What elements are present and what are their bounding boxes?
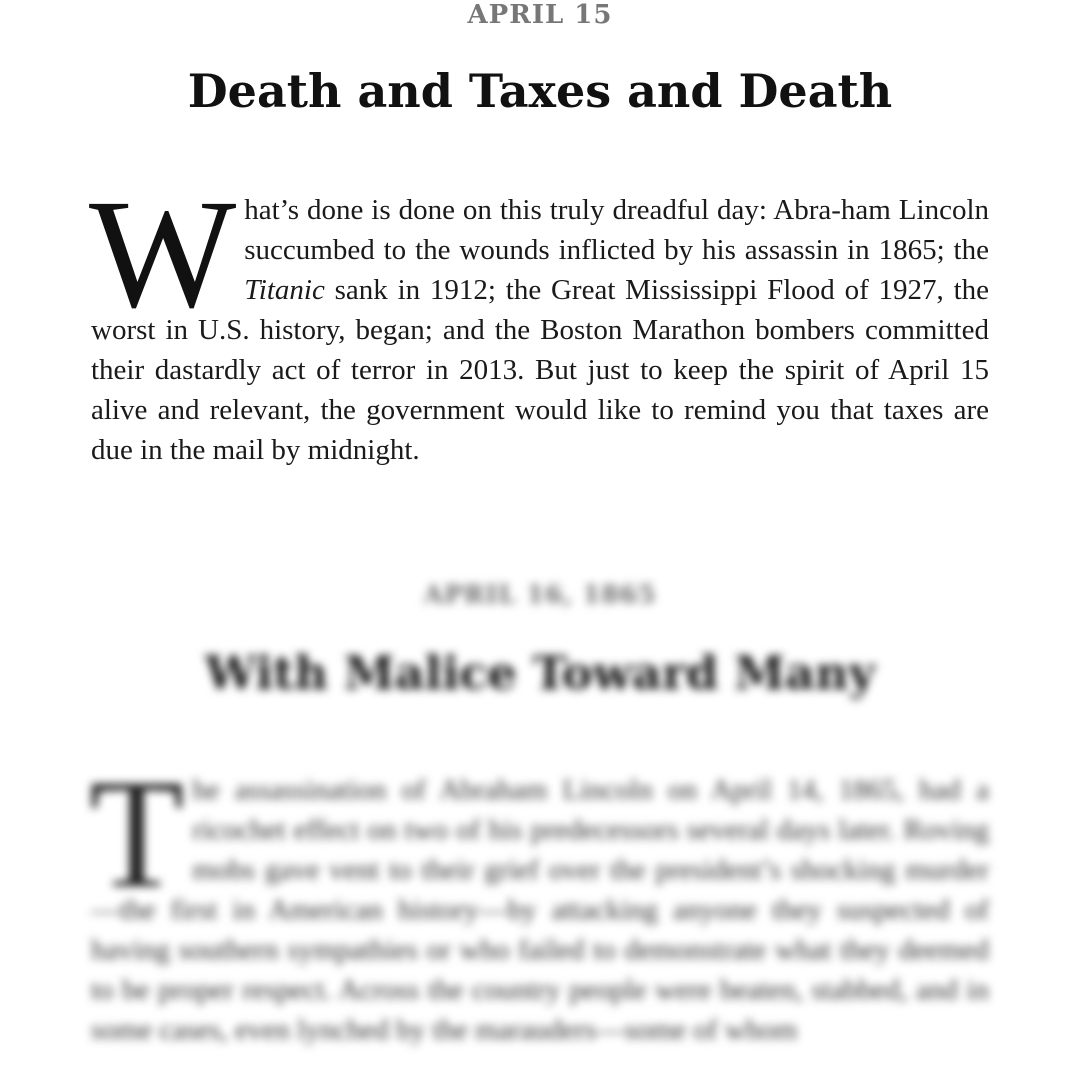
italic-ship-name: Titanic	[244, 274, 325, 306]
body-text-next: he assassination of Abraham Lincoln on April 14, 1865, had a ricochet effect on two of his predecessors several days later. Roving mobs gave vent to their grief over the president’s shocking murder—the first in American history—by attacking anyone they suspected of having southern sympathies or who failed to demonstrate what they deemed to be proper respect. Across the country people were beaten, stabbed, and in some cases, even lynched by the marauders—some of whom	[91, 774, 989, 1046]
entry-title: Death and Taxes and Death	[187, 64, 893, 118]
entry-body	[89, 167, 989, 470]
entry-body-next	[89, 747, 989, 1050]
body-text: hat’s done is done on this truly dreadful day: Abra-ham Lincoln succumbed to the wounds inflicted by his assassin in 1865; the	[244, 194, 989, 266]
body-text-continued: sank in 1912; the Great Mississippi Flood of 1927, the worst in U.S. history, began; and the Boston Marathon bombers committed their dastardly act of terror in 2013. But just to keep the spirit of April 15 alive and relevant, the government would like to remind you that taxes are due in the mail by midnight.	[91, 274, 989, 466]
entry-date: APRIL 15	[467, 0, 613, 30]
drop-cap-next: T	[89, 747, 185, 920]
drop-cap: W	[89, 167, 237, 340]
entry-title-next: With Malice Toward Many	[204, 646, 876, 700]
entry-date-next: APRIL 16, 1865	[423, 580, 657, 609]
